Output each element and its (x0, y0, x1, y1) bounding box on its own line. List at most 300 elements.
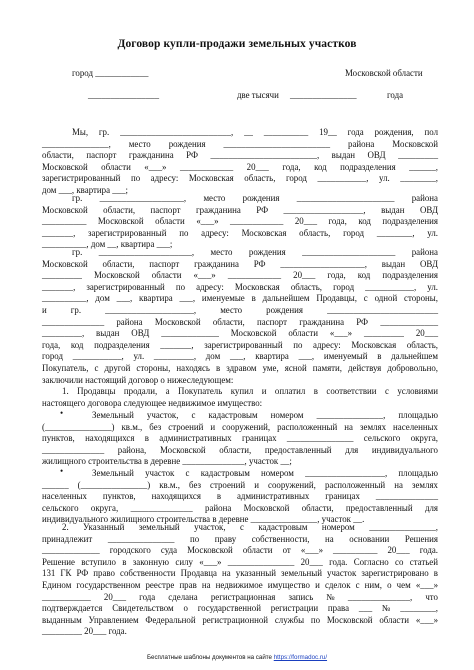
word: Московской (154, 316, 201, 327)
region-label: Московской области (345, 68, 423, 78)
word: _______________ (107, 533, 175, 544)
word: условиями (397, 386, 438, 396)
word: расположенный (277, 421, 338, 432)
word: выдан (381, 258, 406, 269)
word: с (185, 468, 190, 478)
word: предоставленный (345, 502, 413, 513)
word: ____________ (227, 270, 282, 281)
word: законную (132, 556, 170, 567)
word: РФ (186, 150, 198, 161)
word: дом (205, 351, 221, 362)
word: Земельный (92, 468, 134, 478)
word: пунктов, (42, 433, 75, 444)
word: ____________________, (105, 305, 197, 315)
word: предоставленный (264, 444, 332, 455)
word: подразделения (382, 216, 438, 227)
word: квартира (139, 293, 173, 304)
word: зарегистрированный (42, 173, 121, 184)
word: регистрации (270, 603, 319, 614)
word: «___» (199, 556, 222, 567)
word: ГК (60, 568, 72, 579)
word: от (282, 545, 291, 556)
word: право (93, 568, 115, 579)
word: гражданина (299, 316, 345, 327)
word: рождения (242, 193, 280, 203)
word: ___________________, (99, 193, 187, 203)
word: добровольно, (387, 363, 438, 373)
word: ______________, (347, 591, 413, 602)
word: ясной (284, 363, 307, 373)
word: округа, (90, 502, 119, 513)
word: Московской (230, 328, 277, 339)
word: для (424, 502, 438, 513)
word: код (314, 161, 327, 172)
word: с (191, 410, 196, 420)
word: права (327, 603, 350, 614)
word: номером (270, 410, 304, 420)
word: расположенный (324, 479, 386, 490)
word: участок, (146, 410, 179, 420)
text-run: настоящего договора следующее недвижимое имущество: (42, 397, 263, 408)
footer-text: Бесплатные шаблоны документов на сайте (146, 654, 272, 661)
bullet-icon: • (60, 408, 64, 418)
thousands-word: две тысячи (237, 90, 279, 100)
word: области, (103, 204, 136, 215)
word: в (313, 386, 318, 396)
word: действуя (348, 363, 382, 373)
word: землях (360, 421, 387, 432)
word: с (355, 580, 360, 590)
word: выдан (381, 204, 405, 215)
word: _____________________ (302, 247, 396, 257)
word: области, (301, 502, 334, 513)
word: земельный (281, 568, 322, 579)
word: гр. (98, 127, 110, 137)
word: дальнейшем (262, 293, 310, 304)
word: _________ (363, 328, 404, 339)
word: участок (145, 468, 175, 478)
word: ______ (42, 479, 69, 490)
word: на (222, 568, 231, 579)
word: ___________________, (280, 258, 367, 269)
word: ул. (427, 281, 438, 292)
word: сооружений, (268, 479, 316, 490)
word: ___________, (317, 173, 369, 184)
word: землях (411, 479, 438, 490)
footer-note (0, 654, 474, 661)
word: Согласно (353, 556, 389, 567)
word: Московской (392, 138, 438, 149)
word: ______, (409, 161, 438, 172)
word: Московская (234, 281, 280, 292)
word: место (210, 247, 233, 257)
word: прав (179, 580, 197, 590)
word: Указанный (83, 522, 125, 532)
word: кадастровым (200, 468, 250, 478)
word: государственной (197, 603, 261, 614)
year-blank: _______________ (290, 90, 357, 100)
date-blank: ________________ (88, 90, 159, 100)
word: _____________ (42, 545, 100, 556)
word: Продавцы, (316, 293, 357, 304)
word: а (165, 386, 170, 396)
word: «___» (193, 270, 216, 281)
word: реестре (145, 580, 175, 590)
word: стороны, (136, 363, 171, 373)
word: на (201, 580, 211, 590)
word: области, (212, 316, 245, 327)
city-label: город ____________ (72, 68, 149, 78)
word: с (384, 386, 389, 396)
word: Управлением (88, 614, 139, 625)
word: уме, (262, 363, 279, 373)
word: (_______________) (77, 479, 151, 490)
word: основании (349, 533, 390, 544)
word: Покупатель, (42, 363, 89, 373)
word: о (387, 580, 392, 590)
word: городского (109, 545, 151, 556)
word: для (345, 444, 359, 455)
word: гражданина (196, 204, 241, 215)
word: 20___ (415, 328, 438, 339)
word: кв.м., (121, 421, 143, 432)
word: дальнейшем (391, 351, 438, 362)
word: Московской (42, 161, 88, 172)
word: 20___ (103, 591, 127, 602)
word: собственности (120, 568, 176, 579)
word: ул. (379, 173, 390, 184)
word: сооружений, (222, 421, 271, 432)
word: 19__ (319, 127, 337, 137)
word: Продавца (180, 568, 217, 579)
word: о (183, 603, 188, 614)
word: ул. (427, 227, 438, 238)
word: _______, (42, 227, 76, 238)
word: границах (325, 491, 360, 502)
word: области, (42, 150, 74, 161)
word: Мы, (72, 127, 89, 137)
word: гражданина (194, 258, 239, 269)
word: со (395, 556, 404, 567)
word: с (240, 522, 244, 532)
word: участок (327, 568, 357, 579)
word: населенных (42, 491, 87, 502)
footer-link[interactable]: https://formadoc.ru/ (273, 654, 328, 661)
word: вступило (81, 556, 116, 567)
word: чем (396, 580, 411, 590)
word: _____________ (380, 316, 438, 327)
word: Московской (326, 614, 373, 625)
word: квартира (255, 351, 289, 362)
word: подразделения (94, 339, 150, 350)
word: области (379, 614, 409, 625)
word: в (377, 351, 382, 362)
word: «___» (196, 216, 219, 227)
word: Московская (188, 173, 234, 184)
word: рождения (248, 247, 286, 257)
word: области (101, 161, 131, 172)
word: ___, (298, 351, 315, 362)
word: зарегистрированный (88, 227, 167, 238)
word: паспорт (256, 316, 287, 327)
word: с (363, 293, 368, 304)
word: ____________ (179, 161, 234, 172)
word: дом (95, 293, 110, 304)
word: Московская (351, 339, 397, 350)
word: кв.м., (159, 479, 180, 490)
word: Покупатель (178, 386, 223, 396)
word: код (70, 339, 84, 350)
word: без (149, 421, 162, 432)
word: продали, (123, 386, 158, 396)
word: принадлежит (42, 533, 93, 544)
word: без (189, 479, 201, 490)
word: года, (42, 339, 61, 350)
word: место (128, 138, 151, 149)
word: и (254, 479, 259, 490)
word: ________________________, (210, 150, 320, 161)
word: (_______________) (42, 421, 115, 432)
word: гр. (72, 247, 83, 257)
word: __________ (42, 216, 87, 227)
word: по (130, 173, 141, 184)
bullet-icon: • (60, 466, 64, 476)
word: в (122, 556, 127, 567)
word: гражданина (128, 150, 174, 161)
word: Московской (159, 444, 206, 455)
word: года (347, 127, 364, 137)
word: строений (210, 479, 246, 490)
word: Решения (404, 533, 438, 544)
word: подтверждается (42, 603, 103, 614)
word: площадью (398, 468, 438, 478)
word: _________ (42, 270, 82, 281)
word: область, (299, 227, 331, 238)
word: Московской (243, 502, 290, 513)
word: «___» (415, 580, 438, 590)
word: № (326, 591, 335, 602)
word: индивидуального (371, 444, 438, 455)
word: именуемый (323, 351, 368, 362)
word: указанный (235, 568, 276, 579)
word: области (242, 545, 273, 556)
word: земельный (138, 522, 180, 532)
word: по (175, 281, 186, 292)
word: 20___ (300, 556, 323, 567)
word: выдан (331, 150, 356, 161)
word: года (139, 591, 156, 602)
word: здравом (226, 363, 257, 373)
word: 20___ (387, 545, 410, 556)
word: номером (321, 522, 355, 532)
word: _________ (398, 150, 438, 161)
word: ____________ (230, 216, 284, 227)
word: и (261, 386, 267, 396)
word: гр. (70, 305, 82, 315)
word: на (344, 421, 353, 432)
word: в (251, 293, 256, 304)
word: в (144, 433, 149, 444)
word: зарегистрированный (204, 339, 283, 350)
text-run: жилищного строительства в деревне ______________, участок __; (42, 456, 292, 467)
word: регистрационная (210, 591, 276, 602)
word: номером (261, 468, 294, 478)
word: ________________________ (223, 138, 331, 149)
word: недвижимое (215, 580, 263, 590)
word: кадастровым (208, 410, 258, 420)
word: в (216, 491, 222, 502)
word: РФ (253, 258, 266, 269)
text-run: индивидуального жилищного строительства в деревне _______________, участок __. (42, 514, 365, 525)
word: ул. (133, 351, 145, 362)
word: Московской (94, 270, 140, 281)
word: «___» (144, 161, 167, 172)
word: __________, (42, 293, 89, 304)
word: гр. (72, 193, 83, 203)
word: адресу: (150, 173, 179, 184)
word: ______________ (42, 444, 105, 455)
word: _______________, (42, 138, 111, 149)
word: рождения (168, 138, 206, 149)
word: область, (406, 339, 438, 350)
word: 131 (42, 568, 56, 579)
word: границах (241, 433, 277, 444)
word: Едином (42, 580, 72, 590)
word: __________________, (283, 204, 366, 215)
word: области (155, 216, 185, 227)
word: с (94, 363, 99, 373)
word: собственности, (251, 533, 310, 544)
word: ________, (400, 603, 438, 614)
word: __ (244, 127, 253, 137)
word: области, (102, 258, 135, 269)
word: ___, (116, 293, 133, 304)
word: Свидетельством (112, 603, 174, 614)
word: 20___ (293, 270, 316, 281)
word: суда (160, 545, 178, 556)
word: __________ (263, 127, 309, 137)
word: _______, (160, 339, 194, 350)
word: адресу: (313, 339, 341, 350)
word: Решение (42, 556, 75, 567)
word: __________________, (305, 468, 388, 478)
word: выданным (42, 614, 82, 625)
word: года. (419, 545, 438, 556)
word: праву (214, 533, 237, 544)
word: другой (104, 363, 131, 373)
word: место (203, 193, 226, 203)
word: по (310, 614, 321, 625)
word: ОВД (131, 328, 150, 339)
word: адресу: (196, 281, 224, 292)
word: 2. (62, 522, 69, 532)
word: ___________, (72, 351, 124, 362)
word: выдан (96, 328, 120, 339)
word: ОВД (367, 150, 386, 161)
word: Земельный (92, 410, 134, 420)
word: РФ (356, 316, 369, 327)
word: _______________ (286, 433, 354, 444)
word: ОВД (419, 258, 438, 269)
text-run: дом ___, квартира ___; (42, 185, 129, 195)
word: и (42, 305, 47, 315)
word: службы (274, 614, 305, 625)
word: района (348, 138, 375, 149)
word: района (411, 193, 438, 203)
word: одной (374, 293, 398, 304)
word: __________ (333, 545, 378, 556)
word: адресу: (201, 227, 229, 238)
word: зарегистрировано (361, 568, 429, 579)
word: Московской (42, 258, 88, 269)
word: ОВД (419, 204, 438, 215)
year-word: года (387, 90, 404, 100)
word: в (433, 568, 438, 579)
word: сельского (363, 433, 401, 444)
word: строений (168, 421, 204, 432)
word: 20___ (294, 216, 317, 227)
word: ___, (229, 351, 246, 362)
word: участок, (194, 522, 226, 532)
word: округа, (410, 433, 438, 444)
word: площадью (398, 410, 438, 420)
word: в (216, 363, 221, 373)
word: силу (175, 556, 193, 567)
word: город (285, 173, 307, 184)
word: сельского (42, 502, 79, 513)
word: кадастровым (258, 522, 308, 532)
word: и (315, 580, 320, 590)
word: РФ (76, 568, 89, 579)
word: находясь (176, 363, 210, 373)
word: ________, (376, 227, 415, 238)
word: пунктов, (102, 491, 136, 502)
word: административных (236, 491, 310, 502)
word: _______________, (316, 410, 386, 420)
word: пол (424, 127, 438, 137)
word: _________, (153, 351, 197, 362)
word: купил (230, 386, 254, 396)
word: ______________________ (296, 193, 395, 203)
word: 20___ (246, 161, 269, 172)
word: Федеральной (145, 614, 196, 625)
word: и (210, 421, 216, 432)
word: именуемые (201, 293, 245, 304)
word: город (42, 351, 63, 362)
word: рождения, (374, 127, 414, 137)
word: ___ (358, 603, 373, 614)
word: по (179, 227, 189, 238)
word: по (189, 533, 200, 544)
word: находящихся (151, 491, 201, 502)
word: района, (117, 444, 147, 455)
word: _________________________ (327, 305, 438, 315)
word: подразделения (382, 270, 438, 281)
word: область, (290, 281, 323, 292)
word: место (220, 305, 243, 315)
word: _________________________, (120, 127, 234, 137)
word: _______________ (227, 556, 295, 567)
word: имущество (267, 580, 310, 590)
word: паспорт (86, 150, 117, 161)
word: РФ (256, 204, 269, 215)
word: стороны, (404, 293, 438, 304)
word: Московской (42, 204, 88, 215)
word: _______________, (369, 522, 438, 532)
word: памяти, (312, 363, 342, 373)
word: ______________ (42, 316, 105, 327)
word: ___, (179, 293, 196, 304)
